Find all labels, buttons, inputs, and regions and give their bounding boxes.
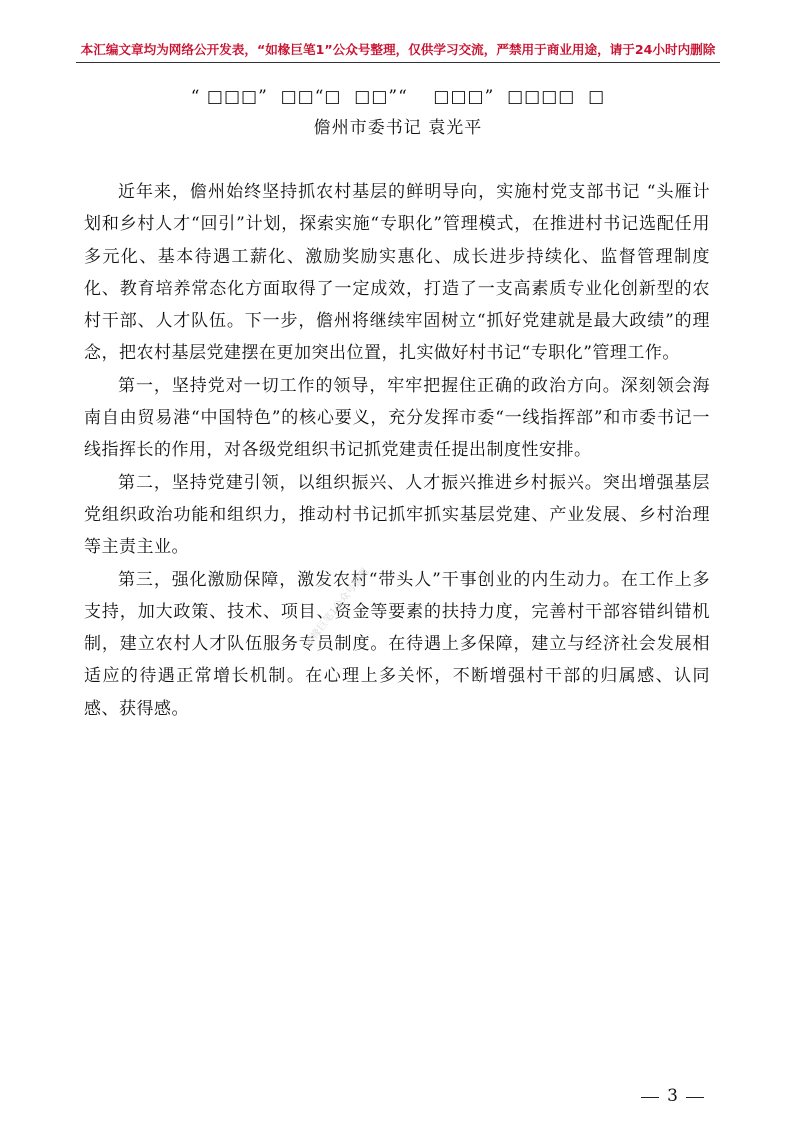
header-disclaimer: 本汇编文章均为网络公开发表，“如椽巨笔1”公众号整理，仅供学习交流，严禁用于商业用途，请于24小时内删除	[80, 42, 716, 57]
footer-dash-right	[686, 1097, 704, 1098]
paragraph-first: 第一，坚持党对一切工作的领导，牢牢把握住正确的政治方向。深刻领会海南自由贸易港“中国特色”的核心要义，充分发挥市委“一线指挥部”和市委书记一线指挥长的作用，对各级党组织书记抓党建责任提出制度性安排。	[84, 375, 710, 461]
paragraph-third: 第三，强化激励保障，激发农村“带头人”干事创业的内生动力。在工作上多支持，加大政策、技术、项目、资金等要素的扶持力度，完善村干部容错纠错机制，建立农村人才队伍服务专员制度。在待遇上多保障，建立与经济社会发展相适应的待遇正常增长机制。在心理上多关怀，不断增强村干部的归属感、认同感、获得感。	[84, 569, 710, 719]
page-number: 3	[667, 1086, 678, 1106]
paragraph-second: 第二，坚持党建引领，以组织振兴、人才振兴推进乡村振兴。突出增强基层党组织政治功能和组织力，推动村书记抓牢抓实基层党建、产业发展、乡村治理等主责主业。	[84, 472, 710, 558]
article-body	[84, 176, 710, 725]
article-byline: 儋州市委书记 袁光平	[313, 118, 483, 138]
footer-dash-left	[641, 1097, 659, 1098]
article-title: “ □□□” □□“□ □□”“ □□□” □□□□ □	[190, 87, 606, 107]
paragraph-intro: 近年来，儋州始终坚持抓农村基层的鲜明导向，实施村党支部书记 “头雁计划和乡村人才“回引”计划，探索实施“专职化”管理模式，在推进村书记选配任用多元化、基本待遇工薪化、激励奖励实惠化、成长进步持续化、监督管理制度化、教育培养常态化方面取得了一定成效，打造了一支高素质专业化创新型的农村干部、人才队伍。下一步，儋州将继续牢固树立“抓好党建就是最大政绩”的理念，把农村基层党建摆在更加突出位置，扎实做好村书记“专职化”管理工作。	[84, 182, 710, 364]
watermark: 如椽巨笔1公众号整理	[303, 566, 372, 650]
header-divider	[76, 62, 720, 63]
